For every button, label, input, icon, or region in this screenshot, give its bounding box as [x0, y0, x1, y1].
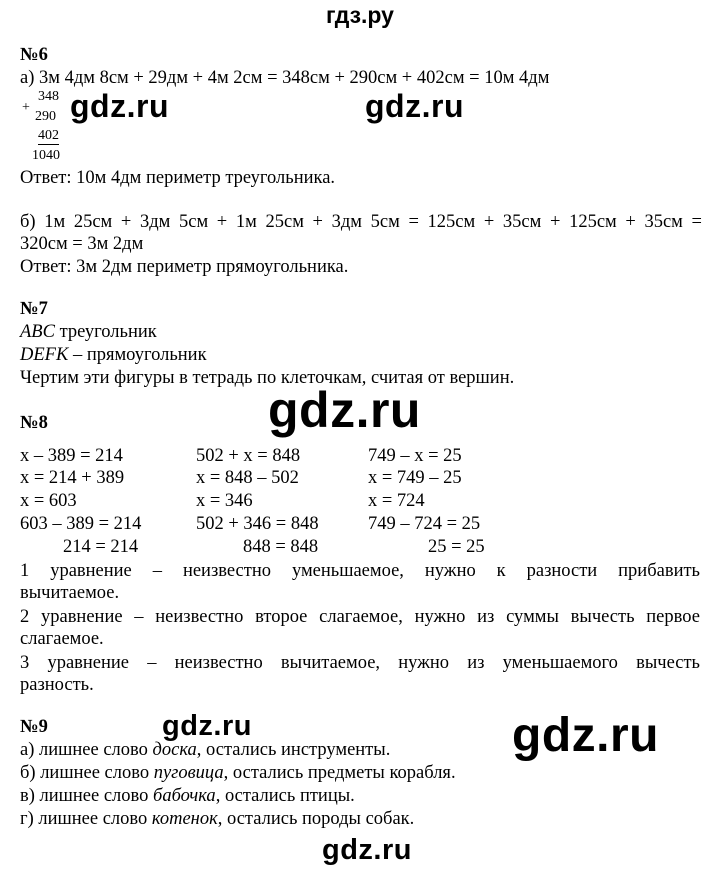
eq2-check: 502 + 346 = 848 — [196, 514, 319, 534]
site-title: гдз.ру — [326, 2, 394, 28]
task9-item-b: б) лишнее слово пуговица, остались предметы корабля. — [20, 763, 456, 783]
eq2-step1: 502 + x = 848 — [196, 446, 301, 466]
eq2-result: 848 = 848 — [243, 537, 319, 557]
task7-line1: ABC треугольник — [20, 322, 157, 342]
task7-line2: DEFK – прямоугольник — [20, 345, 207, 365]
eq1-step2: x = 214 + 389 — [20, 468, 125, 488]
task8-exp1-line2: вычитаемое. — [20, 583, 120, 603]
column-plus-sign: + — [22, 100, 30, 115]
task7-line3: Чертим эти фигуры в тетрадь по клеточкам, считая от вершин. — [20, 368, 515, 388]
watermark-3: gdz.ru — [268, 382, 421, 438]
task8-exp2-line1: 2 уравнение – неизвестно второе слагаемое, нужно из суммы вычесть первое — [20, 607, 700, 627]
column-addend-1: 348 — [38, 89, 59, 104]
task6-b-line1-text: б) 1м 25см + 3дм 5см + 1м 25см + 3дм 5см = 125см + 35см + 125см + 35см = — [20, 212, 702, 232]
task9-item-c: в) лишнее слово бабочка, остались птицы. — [20, 786, 355, 806]
watermark-1: gdz.ru — [70, 88, 169, 124]
task9-item-a: а) лишнее слово доска, остались инструменты. — [20, 740, 391, 760]
eq1-step3: x = 603 — [20, 491, 77, 511]
task6-b-answer: Ответ: 3м 2дм периметр прямоугольника. — [20, 257, 349, 277]
task6-b-line1 — [20, 211, 702, 233]
task6-b-line2: 320см = 3м 2дм — [20, 234, 144, 254]
watermark-2: gdz.ru — [365, 88, 464, 124]
task7-defk: DEFK — [20, 345, 69, 365]
task6-a-answer: Ответ: 10м 4дм периметр треугольника. — [20, 168, 336, 188]
eq3-step2: x = 749 – 25 — [368, 468, 462, 488]
eq3-check: 749 – 724 = 25 — [368, 514, 481, 534]
task8-exp2-line2: слагаемое. — [20, 629, 104, 649]
task6-number: №6 — [20, 45, 48, 65]
watermark-4: gdz.ru — [162, 710, 252, 742]
column-result: 1040 — [32, 148, 60, 163]
eq1-result: 214 = 214 — [63, 537, 139, 557]
task6-a-line: а) 3м 4дм 8см + 29дм + 4м 2см = 348см + 290см + 402см = 10м 4дм — [20, 68, 550, 88]
watermark-6: gdz.ru — [322, 834, 412, 866]
eq1-step1: x – 389 = 214 — [20, 446, 123, 466]
task8-exp3-line1: 3 уравнение – неизвестно вычитаемое, нужно из уменьшаемого вычесть — [20, 653, 700, 673]
column-addend-2: 290 — [35, 109, 56, 124]
eq1-check: 603 – 389 = 214 — [20, 514, 142, 534]
task8-exp3-line2: разность. — [20, 675, 94, 695]
task7-abc: ABC — [20, 322, 55, 342]
task9-item-d: г) лишнее слово котенок, остались породы собак. — [20, 809, 415, 829]
eq3-result: 25 = 25 — [428, 537, 485, 557]
eq2-step3: x = 346 — [196, 491, 253, 511]
task7-number: №7 — [20, 299, 48, 319]
eq3-step3: x = 724 — [368, 491, 425, 511]
eq3-step1: 749 – x = 25 — [368, 446, 462, 466]
task8-exp1-line1: 1 уравнение – неизвестно уменьшаемое, нужно к разности прибавить — [20, 561, 700, 581]
task9-number: №9 — [20, 717, 48, 737]
column-addend-3: 402 — [38, 128, 59, 143]
task8-number: №8 — [20, 413, 48, 433]
watermark-5: gdz.ru — [512, 709, 659, 762]
eq2-step2: x = 848 – 502 — [196, 468, 299, 488]
